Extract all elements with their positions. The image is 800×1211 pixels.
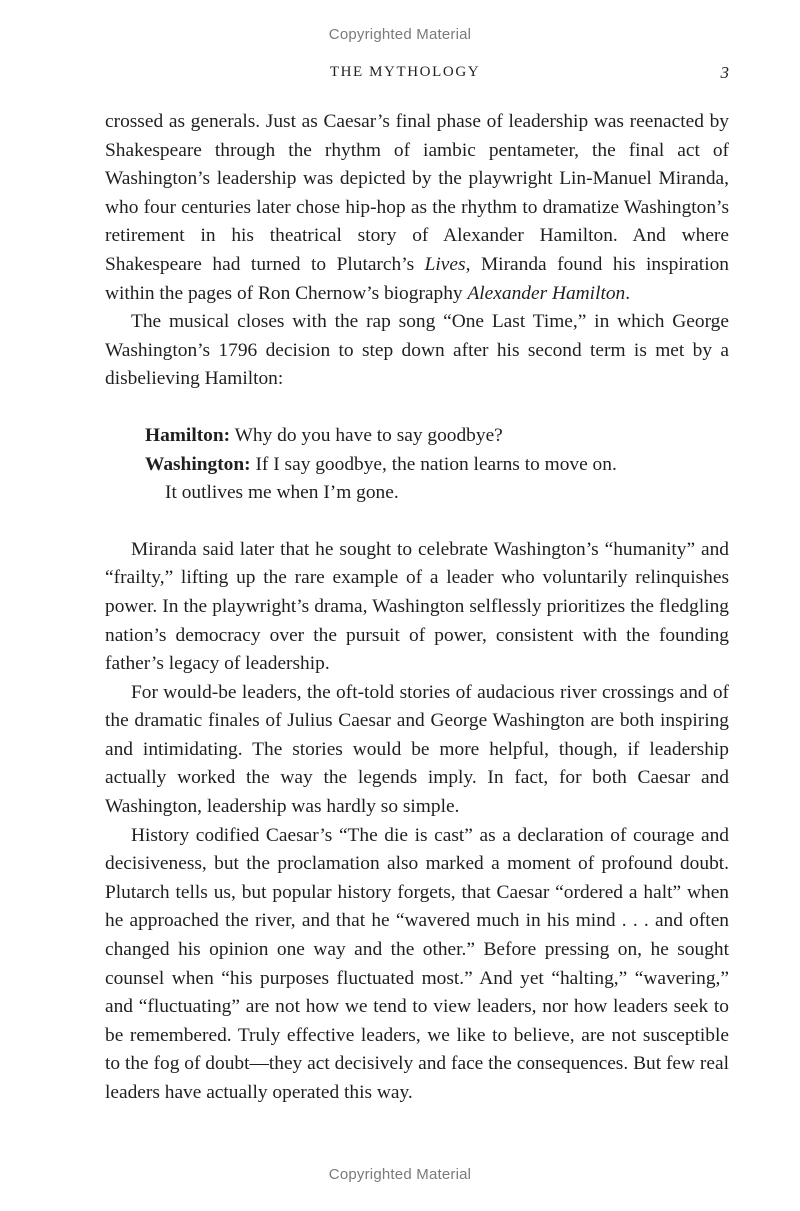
body-text — [105, 108, 729, 1108]
dialogue-line-2 — [145, 451, 729, 480]
italic-lives: Lives — [424, 253, 466, 275]
speaker-hamilton: Hamilton: — [145, 424, 231, 446]
paragraph-1 — [105, 108, 729, 308]
speaker-washington: Washington: — [145, 453, 251, 475]
paragraph-2: The musical closes with the rap song “One Last Time,” in which George Washington’s 1796 decision to step down after his second term is met by a disbelieving Hamilton: — [105, 311, 729, 390]
dialogue-line-2-continued: It outlives me when I’m gone. — [165, 482, 399, 504]
dialogue-block — [145, 422, 729, 508]
paragraph-5: History codified Caesar’s “The die is cast” as a declaration of courage and decisiveness, but the proclamation also marked a moment of profound doubt. Plutarch tells us, but popular history forgets, that Caesar “ordered a halt” when he approached the river, and that he “wavered much in his mind . . . and often changed his opinion one way and the other.” Before pressing on, he sought counsel when “his purposes fluctuated most.” And yet “halting,” “wavering,” and “fluctuating” are not how we tend to view leaders, nor how leaders seek to be remembered. Truly effective leaders, we like to believe, are not susceptible to the fog of doubt—they act decisively and face the consequences. But few real leaders have actually operated this way. — [105, 824, 729, 1103]
page-number: 3 — [720, 63, 729, 82]
dialogue-text-2: If I say goodbye, the nation learns to move on. — [255, 453, 617, 475]
paragraph-4: For would-be leaders, the oft-told stories of audacious river crossings and of the dramatic finales of Julius Caesar and George Washington are both inspiring and intimidating. The stories would be more helpful, though, if leadership actually worked the way the legends imply. In fact, for both Caesar and Washington, leadership was hardly so simple. — [105, 681, 729, 818]
watermark-top: Copyrighted Material — [328, 26, 472, 43]
watermark-bottom: Copyrighted Material — [328, 1166, 472, 1183]
dialogue-text-1: Why do you have to say goodbye? — [234, 424, 503, 446]
paragraph-1-part-c: . — [625, 282, 631, 304]
chapter-title: THE MYTHOLOGY — [329, 64, 481, 80]
paragraph-1-part-b: , Miranda found his inspiration within the pages of Ron Chernow’s biography — [105, 253, 729, 304]
paragraph-1-part-a: crossed as generals. Just as Caesar’s final phase of leadership was reenacted by Shakespeare through the rhythm of iambic pentameter, the final act of Washington’s leadership was depicted by the playwright Lin-Manuel Miranda, who four centuries later chose hip-hop as the rhythm to dramatize Washington’s retirement in his theatrical story of Alexander Hamilton. And where Shakespeare had turned to Plutarch’s — [105, 111, 729, 275]
italic-book-title: Alexander Hamilton — [467, 282, 626, 304]
dialogue-line-1 — [145, 422, 729, 451]
paragraph-3: Miranda said later that he sought to celebrate Washington’s “humanity” and “frailty,” lifting up the rare example of a leader who voluntarily relinquishes power. In the playwright’s drama, Washington selflessly prioritizes the fledgling nation’s democracy over the pursuit of power, consistent with the founding father’s legacy of leadership. — [105, 538, 729, 675]
